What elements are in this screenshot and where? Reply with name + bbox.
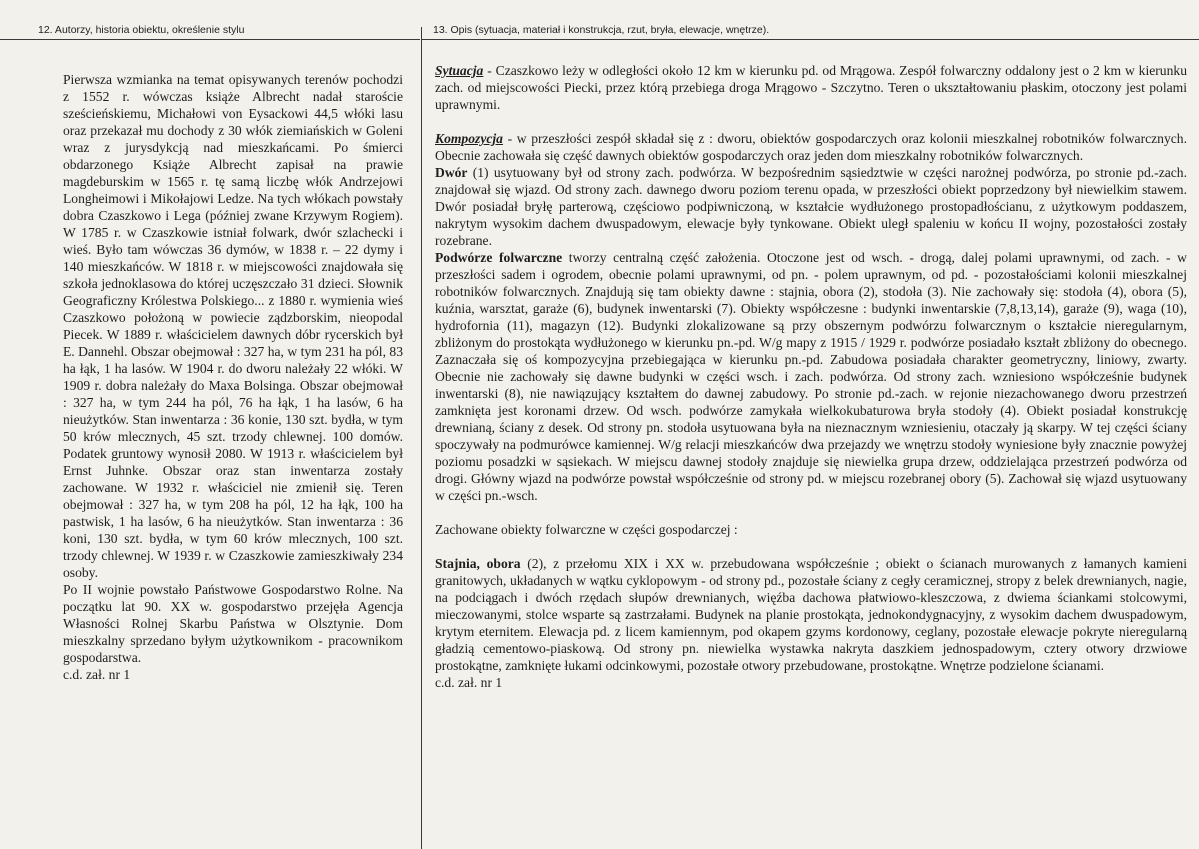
- sytuacja-label: Sytuacja: [435, 63, 484, 78]
- section-13-header: 13. Opis (sytuacja, materiał i konstrukcja, rzut, bryła, elewacje, wnętrze).: [433, 24, 770, 36]
- right-header-rule: [422, 39, 1199, 40]
- left-continuation-note: c.d. zał. nr 1: [63, 667, 131, 682]
- history-paragraph-1: Pierwsza wzmianka na temat opisywanych terenów pochodzi z 1552 r. wówczas książe Albrecht nadał staroście sześcieńskiemu, Michałowi von Eysackowi 44,5 włóki lasu oraz przekazał mu dochody z 30 włók ziemiańskich w Goleni wraz z jurysdykcją nad mieszkańcami. Po śmierci obdarzonego Książe Albrecht zapisał na prawie magdeburskim w 1565 r. tę samą liczbę włók Andrzejowi Longheimowi i Mikołajowi Ledze. Na tych włókach powstały dobra Czaszkowo i Lega (później zwane Krzywym Rogiem). W 1785 r. w Czaszkowie istniał folwark, dwór szlachecki i wieś. Było tam wówczas 36 dymów, w 1838 r. – 22 dymy i 140 mieszkańców. W 1818 r. w miejscowości znajdowała się szkoła jednoklasowa do której uczęszczało 31 dzieci. Słownik Geograficzny Królestwa Polskiego... z 1880 r. wymienia wieś Czaszkowo położoną w powiecie ządzborskim, nieopodal Piecek. W 1889 r. właścicielem dawnych dóbr rycerskich był E. Dannehl. Obszar obejmował : 327 ha, w tym 231 ha pól, 83 ha łąk, 1 ha lasów. W 1904 r. do dworu należały 22 włóki. W 1909 r. dobra należały do Maxa Bolsinga. Obszar obejmował : 327 ha, w tym 244 ha pól, 76 ha łąk, 1 ha lasów, 6 ha nieużytków. Stan inwentarza : 36 konie, 130 szt. bydła, w tym 50 krów mlecznych, 45 szt. trzody chlewnej. 100 domów. Podatek gruntowy wynosił 2080. W 1913 r. właścicielem był Ernst Juhnke. Obszar oraz stan inwentarza zostały zachowane. W 1932 r. właściciel nie zmienił się. Teren obejmował : 327 ha, w tym 208 ha pól, 12 ha łąk, 100 ha pastwisk, 1 ha lasów, 6 ha nieużytków. Stan inwentarza : 36 koni, 130 szt. bydła, w tym 60 krów mlecznych, 100 szt. trzody chlewnej. W 1939 r. w Czaszkowie zamieszkiwały 234 osoby.: [63, 72, 403, 580]
- left-column: [0, 0, 420, 849]
- stajnia-label: Stajnia, obora: [435, 556, 521, 571]
- podworze-label: Podwórze folwarczne: [435, 250, 563, 265]
- description-text: [435, 62, 1187, 691]
- sytuacja-paragraph: [435, 62, 1187, 113]
- dwor-paragraph: [435, 164, 1187, 249]
- podworze-paragraph: [435, 249, 1187, 504]
- podworze-text: tworzy centralną część założenia. Otoczone jest od wsch. - drogą, dalej polami uprawnymi, od zach. - w przeszłości sadem i ogrodem, obecnie polami uprawnymi, od pn. - polem uprawnym, od pd. - pozostałościami kolonii mieszkalnej robotników folwarcznych. Znajdują się tam obiekty dawne : stajnia, obora (2), stodoła (3). Nie zachowały się: stodoła (4), obora (5), kuźnia, warsztat, garaże (6), budynek inwentarski (7). Obiekty współczesne : budynki inwentarskie (7,8,13,14), garaże (9), waga (10), hydrofornia (11), magazyn (12). Budynki zlokalizowane są przy obszernym podwórzu folwarcznym o kształcie nieregularnym, zbliżonym do prostokąta wydłużonego w kierunku pn.-pd. W/g mapy z 1915 / 1929 r. podwórze posiadało kształt zbliżony do obecnego. Zaznaczała się oś kompozycyjna przebiegająca w kierunku pn.-pd. Zabudowa posiadała charakter geometryczny, liniowy, zwarty. Obecnie nie zachowały się dawne budynki w części wsch. i zach. podwórza. Od strony zach. wzniesiono współcześnie budynek inwentarski (8), nie nawiązujący kształtem do dawnej zabudowy. Po stronie pd.-zach. w rejonie niezachowanego dworu przestrzeń zamknięta jest koronami drzew. Od wsch. podwórze zamykała wielkokubaturowa bryła stodoły (4). Obiekt posiadał konstrukcję drewnianą, ściany z desek. Od strony pn. stodoła usytuowana była na nieznacznym wzniesieniu, otaczały ją skarpy. W tej części ściany spoczywały na podmurówce kamiennej. W/g relacji mieszkańców dwa przejazdy we wnętrzu stodoły wyniesione były znacznie powyżej poziomu posadzki w sąsiekach. W miejscu dawnej stodoły znajduje się niewielka grupa drzew, oddzielająca przestrzeń podwórza od drogi. Główny wjazd na podwórze powstał współcześnie od strony pd. w miejscu rozebranej obory (5). Zachował się wjazd usytuowany w części pn.-wsch.: [435, 250, 1187, 503]
- dwor-text: (1) usytuowany był od strony zach. podwórza. W bezpośrednim sąsiedztwie w części narożnej podwórza, po stronie pd.-zach. znajdował się wjazd. Od strony zach. dawnego dworu poziom terenu opada, w przeszłości obiekt poprzedzony był niewielkim stawem. Dwór posiadał bryłę parterową, częściowo podpiwniczoną, w kształcie wydłużonego prostopadłościanu, z użytkowym poddaszem, nakrytym wysokim dachem dwuspadowym, elewacje były tynkowane. Obiekt uległ spaleniu w końcu II wojny, pozostałości zostały rozebrane.: [435, 165, 1187, 248]
- left-header-rule: [0, 39, 420, 40]
- kompozycja-paragraph: [435, 130, 1187, 164]
- stajnia-text: (2), z przełomu XIX i XX w. przebudowana współcześnie ; obiekt o ścianach murowanych z łamanych kamieni granitowych, układanych w wątku cyklopowym - od strony pd., pozostałe ściany z cegły ceramicznej, stropy z belek drewnianych, nagie, na podciągach i dwóch rzędach słupów drewnianych, więźba dachowa płatwiowo-kleszczowa, z dwiema ściankami stolcowymi, mieczowanymi, stolce wsparte są zastrzałami. Budynek na planie prostokąta, jednokondygnacyjny, z wysokim dachem dwuspadowym, krytym eternitem. Elewacja pd. z licem kamiennym, pod okapem gzyms kordonowy, ceglany, pozostałe elewacje pokryte nieregularną gładzią cementowo-piaskową. Od strony pn. niewielka wystawka nakryta daszkiem jednospadowym, cztery otwory drzwiowe prostokątne, zamknięte łukami odcinkowymi, pozostałe otwory przebudowane, prostokątne. Wnętrze podzielone ścianami.: [435, 556, 1187, 673]
- zachowane-heading: Zachowane obiekty folwarczne w części gospodarczej :: [435, 522, 738, 537]
- right-continuation-note: c.d. zał. nr 1: [435, 675, 503, 690]
- dwor-label: Dwór: [435, 165, 468, 180]
- right-column: [422, 0, 1199, 849]
- kompozycja-text: - w przeszłości zespół składał się z : dworu, obiektów gospodarczych oraz kolonii mieszkalnej robotników folwarcznych. Obecnie zachowała się część dawnych obiektów gospodarczych oraz jeden dom mieszkalny robotników folwarcznych.: [435, 131, 1187, 163]
- section-12-header: 12. Autorzy, historia obiektu, określenie stylu: [38, 24, 245, 36]
- history-paragraph-2: Po II wojnie powstało Państwowe Gospodarstwo Rolne. Na początku lat 90. XX w. gospodarstwo przejęła Agencja Własności Rolnej Skarbu Państwa w Olsztynie. Dom mieszkalny sprzedano byłym użytkownikom - pracownikom gospodarstwa.: [63, 582, 403, 665]
- stajnia-paragraph: [435, 555, 1187, 674]
- history-text: [63, 71, 403, 683]
- kompozycja-label: Kompozycja: [435, 131, 503, 146]
- sytuacja-text: - Czaszkowo leży w odległości około 12 km w kierunku pd. od Mrągowa. Zespół folwarczny oddalony jest o 2 km w kierunku zach. od miejscowości Piecki, przez którą przebiega droga Mrągowo - Szczytno. Teren o ukształtowaniu płaskim, otoczony jest polami uprawnymi.: [435, 63, 1187, 112]
